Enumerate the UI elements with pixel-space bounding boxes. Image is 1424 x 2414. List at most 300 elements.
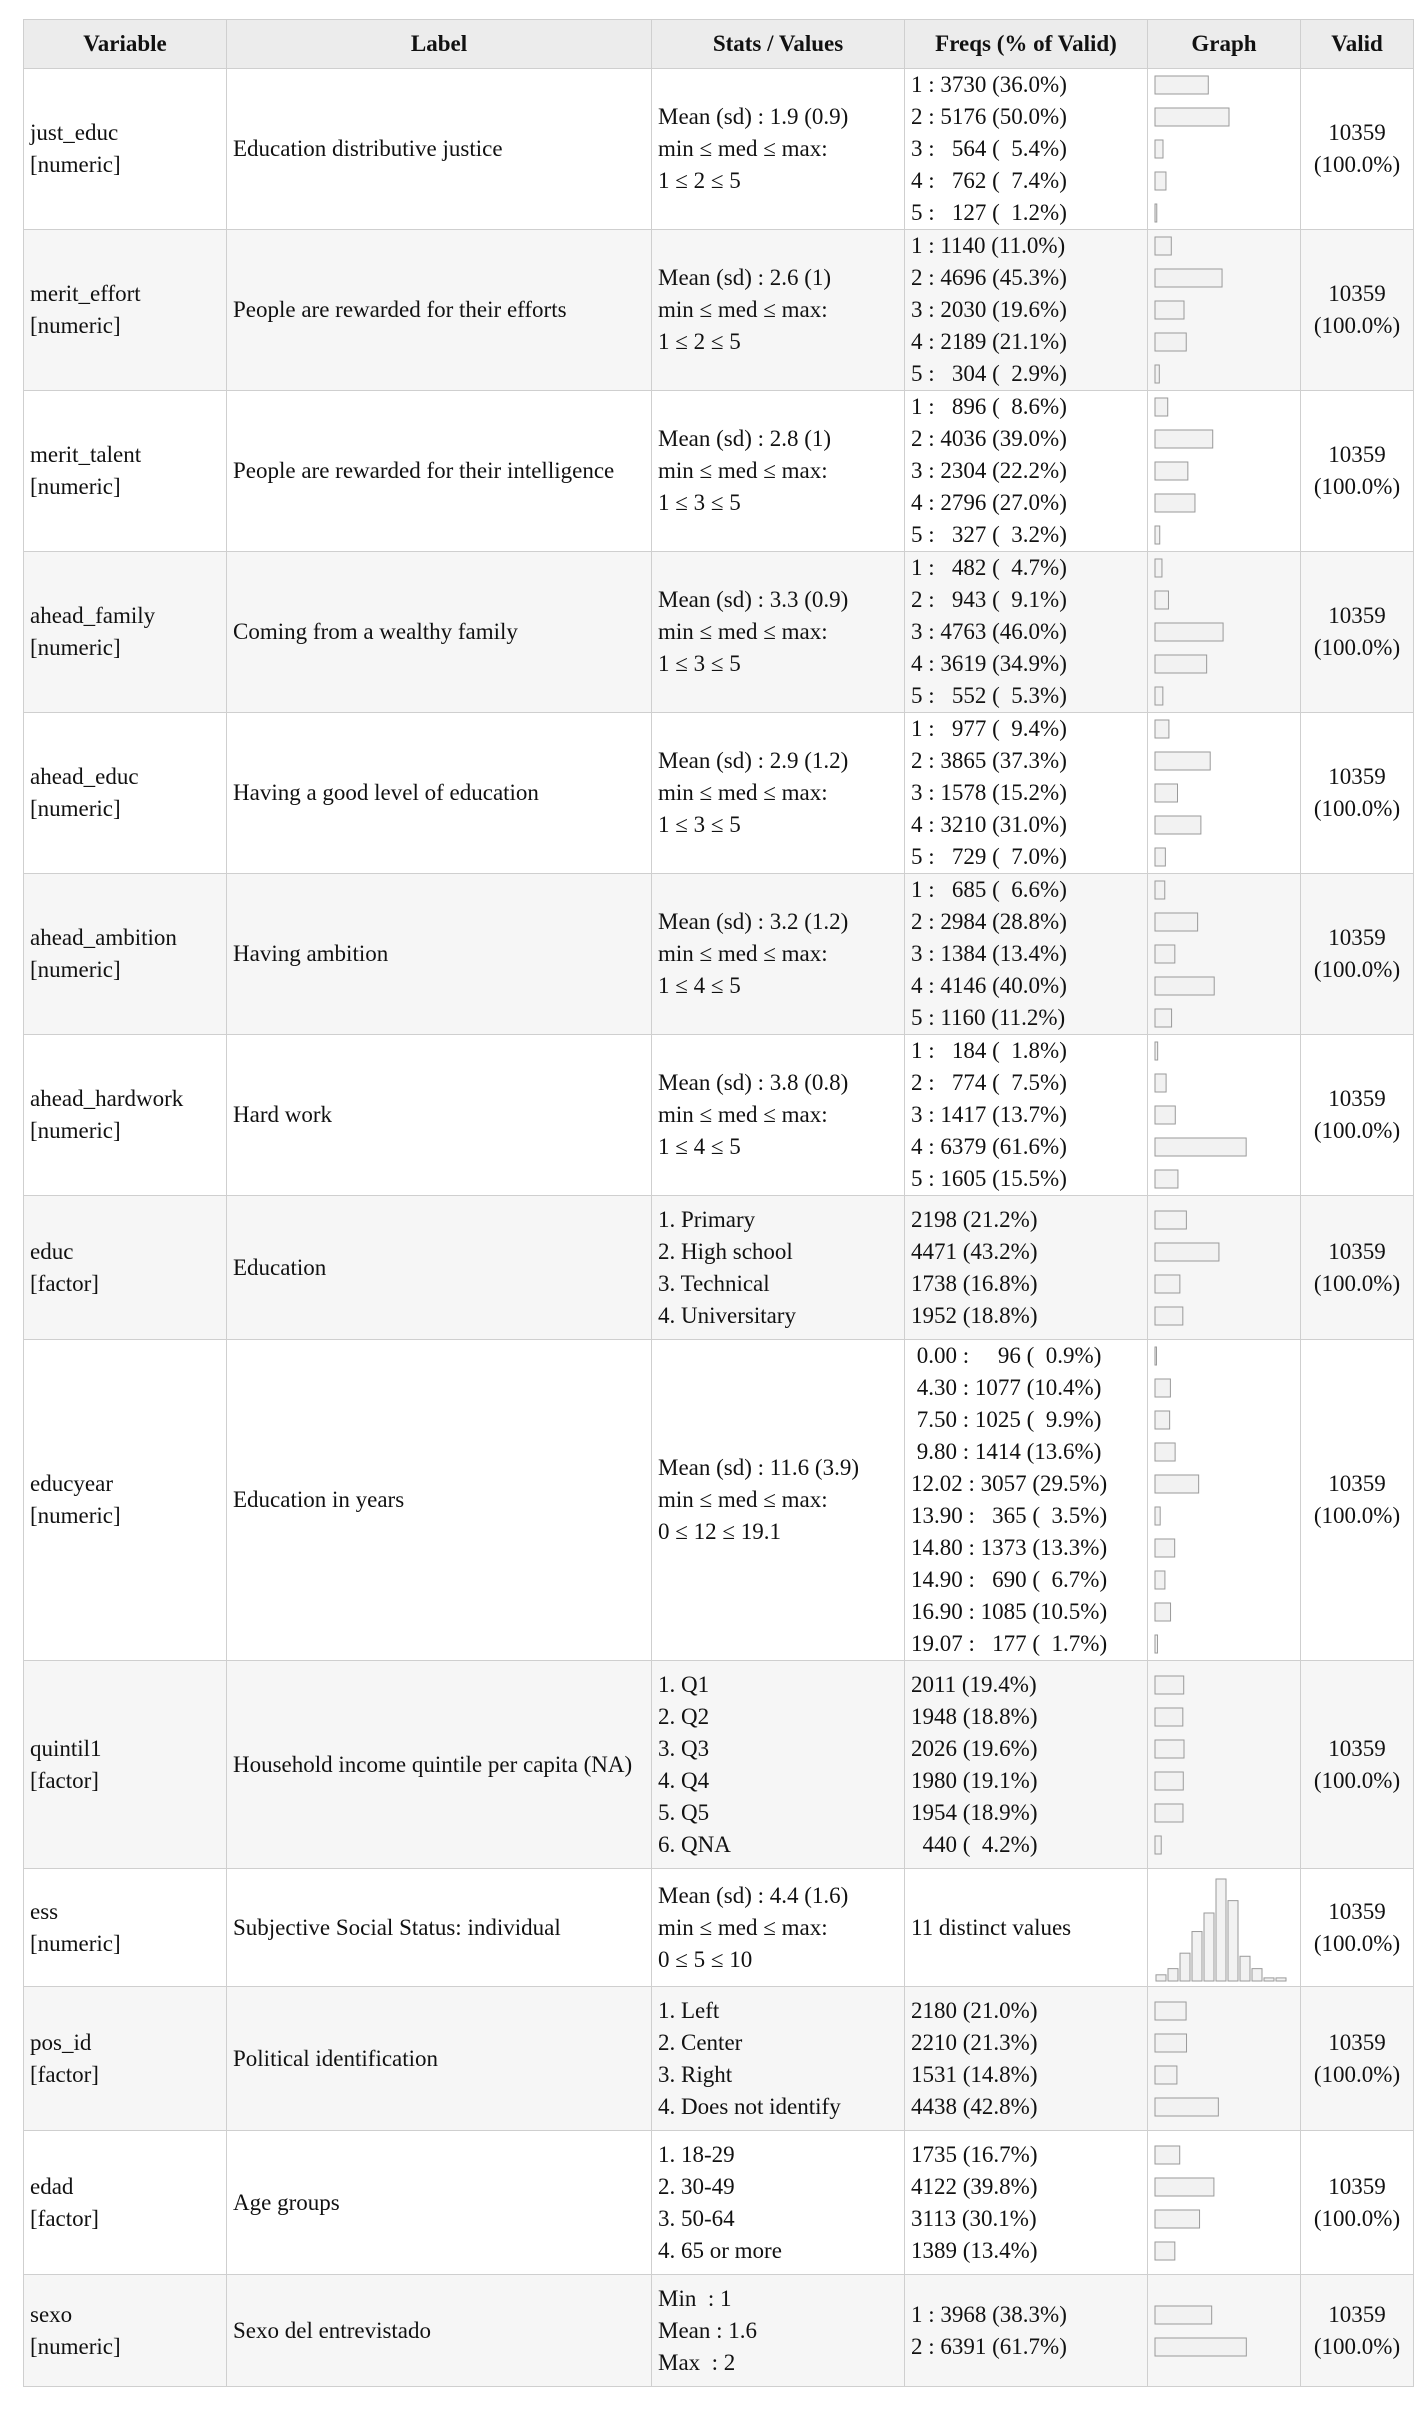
valid-percent: (100.0%): [1313, 313, 1401, 338]
freq-line: 3 : 1384 (13.4%): [911, 941, 1067, 966]
stats-line: 1 ≤ 3 ≤ 5: [658, 812, 741, 837]
variable-name: sexo: [30, 2301, 73, 2327]
table-row: [24, 1661, 1414, 1869]
frequency-graph: [1154, 1204, 1294, 1332]
freq-bar: [1155, 237, 1171, 255]
label-cell: Education: [227, 1196, 652, 1340]
stats-line: Mean (sd) : 2.9 (1.2): [658, 748, 849, 773]
freq-line: 1 : 482 ( 4.7%): [911, 555, 1067, 580]
variable-name: merit_effort: [30, 281, 141, 306]
variable-name: just_educ: [30, 120, 119, 145]
variable-type: [numeric]: [30, 1503, 121, 1528]
stats-line: 1. Q1: [658, 1671, 710, 1697]
freq-bar: [1155, 2306, 1212, 2324]
summary-table-container: [23, 19, 1413, 2387]
variable-cell: [24, 874, 227, 1035]
variable-type: [factor]: [30, 2205, 99, 2231]
valid-cell: [1301, 2275, 1414, 2387]
hist-bar: [1192, 1931, 1202, 1980]
valid-percent: (100.0%): [1313, 796, 1401, 821]
variable-cell: [24, 2131, 227, 2275]
hist-bar: [1216, 1879, 1226, 1981]
label-cell: Coming from a wealthy family: [227, 552, 652, 713]
freqs-cell: [905, 1987, 1148, 2131]
freq-bar: [1155, 1170, 1178, 1188]
freq-bar: [1155, 655, 1207, 673]
freq-line: 4.30 : 1077 (10.4%): [911, 1375, 1102, 1400]
variable-name: ahead_educ: [30, 764, 139, 789]
variable-cell: [24, 1661, 227, 1869]
freqs-cell: [905, 391, 1148, 552]
valid-percent: (100.0%): [1313, 635, 1401, 660]
stats-line: 3. 50-64: [658, 2205, 735, 2231]
table-row: [24, 1869, 1414, 1987]
stats-line: 1. 18-29: [658, 2141, 735, 2167]
hist-bar: [1204, 1913, 1214, 1981]
valid-cell: [1301, 1661, 1414, 1869]
stats-line: min ≤ med ≤ max:: [658, 1914, 828, 1940]
freq-line: 2 : 4036 (39.0%): [911, 426, 1067, 451]
freq-bar: [1155, 848, 1165, 866]
stats-cell: [652, 230, 905, 391]
valid-count: 10359: [1328, 2029, 1386, 2055]
variable-name: ahead_ambition: [30, 925, 177, 950]
label-cell: Subjective Social Status: individual: [227, 1869, 652, 1987]
stats-line: 1 ≤ 3 ≤ 5: [658, 651, 741, 676]
variable-type: [numeric]: [30, 1118, 121, 1143]
valid-cell: [1301, 552, 1414, 713]
hist-bar: [1228, 1900, 1238, 1980]
freq-bar: [1155, 1379, 1170, 1397]
freq-bar: [1155, 2002, 1186, 2020]
label-cell: Education distributive justice: [227, 69, 652, 230]
freq-bar: [1155, 1009, 1172, 1027]
valid-count: 10359: [1328, 1086, 1386, 1111]
valid-cell: [1301, 874, 1414, 1035]
freqs-cell: [905, 1340, 1148, 1661]
stats-line: Mean (sd) : 11.6 (3.9): [658, 1455, 859, 1480]
freq-line: 2 : 6391 (61.7%): [911, 2333, 1067, 2359]
freqs-cell: [905, 713, 1148, 874]
freqs-cell: [905, 1661, 1148, 1869]
freq-bar: [1155, 977, 1214, 995]
stats-line: Min : 1: [658, 2285, 732, 2311]
frequency-graph: [1154, 874, 1294, 1034]
header-freqs: Freqs (% of Valid): [905, 20, 1148, 69]
frequency-graph: [1154, 1340, 1294, 1660]
graph-cell: [1148, 1196, 1301, 1340]
freq-bar: [1155, 2338, 1246, 2356]
freq-bar: [1155, 559, 1162, 577]
freq-bar: [1155, 623, 1223, 641]
freqs-cell: [905, 230, 1148, 391]
variable-type: [numeric]: [30, 635, 121, 660]
frequency-graph: [1154, 391, 1294, 551]
valid-count: 10359: [1328, 281, 1386, 306]
stats-line: Mean (sd) : 3.8 (0.8): [658, 1070, 849, 1095]
valid-count: 10359: [1328, 1238, 1386, 1264]
valid-cell: [1301, 1340, 1414, 1661]
frequency-graph: [1154, 69, 1294, 229]
freq-line: 2180 (21.0%): [911, 1997, 1038, 2023]
stats-line: 5. Q5: [658, 1799, 710, 1825]
freq-bar: [1155, 1347, 1157, 1365]
variable-name: educyear: [30, 1471, 113, 1496]
valid-count: 10359: [1328, 925, 1386, 950]
stats-line: min ≤ med ≤ max:: [658, 780, 828, 805]
stats-cell: [652, 713, 905, 874]
stats-line: 3. Technical: [658, 1270, 770, 1296]
variable-name: ahead_family: [30, 603, 156, 628]
variable-cell: [24, 1035, 227, 1196]
freq-line: 1531 (14.8%): [911, 2061, 1038, 2087]
freq-line: 5 : 729 ( 7.0%): [911, 844, 1067, 869]
stats-line: Mean (sd) : 2.6 (1): [658, 265, 832, 290]
stats-cell: [652, 874, 905, 1035]
freq-bar: [1155, 1243, 1219, 1261]
table-row: [24, 1035, 1414, 1196]
hist-bar: [1240, 1956, 1250, 1981]
freq-bar: [1155, 1042, 1158, 1060]
freq-line: 14.80 : 1373 (13.3%): [911, 1535, 1108, 1560]
valid-count: 10359: [1328, 1471, 1386, 1496]
freq-line: 5 : 304 ( 2.9%): [911, 361, 1067, 386]
variable-cell: [24, 1987, 227, 2131]
variable-cell: [24, 230, 227, 391]
freq-line: 3 : 564 ( 5.4%): [911, 136, 1067, 161]
stats-line: 4. 65 or more: [658, 2237, 782, 2263]
freq-line: 14.90 : 690 ( 6.7%): [911, 1567, 1108, 1592]
variable-cell: [24, 1869, 227, 1987]
frequency-graph: [1154, 230, 1294, 390]
freq-line: 1948 (18.8%): [911, 1703, 1038, 1729]
variable-cell: [24, 69, 227, 230]
stats-cell: [652, 391, 905, 552]
stats-cell: [652, 552, 905, 713]
stats-line: 2. 30-49: [658, 2173, 735, 2199]
stats-line: min ≤ med ≤ max:: [658, 1487, 828, 1512]
freq-line: 3 : 1417 (13.7%): [911, 1102, 1067, 1127]
freq-bar: [1155, 720, 1169, 738]
freq-line: 4 : 2796 (27.0%): [911, 490, 1067, 515]
freq-bar: [1155, 687, 1163, 705]
frequency-graph: [1154, 2299, 1294, 2363]
table-row: [24, 2131, 1414, 2275]
freq-line: 5 : 552 ( 5.3%): [911, 683, 1067, 708]
freq-line: 3 : 2030 (19.6%): [911, 297, 1067, 322]
stats-cell: [652, 2275, 905, 2387]
stats-line: 3. Right: [658, 2061, 733, 2087]
stats-line: 2. Q2: [658, 1703, 710, 1729]
freq-bar: [1155, 333, 1186, 351]
freq-bar: [1155, 365, 1159, 383]
variable-cell: [24, 552, 227, 713]
header-graph: Graph: [1148, 20, 1301, 69]
freqs-cell: [905, 69, 1148, 230]
stats-line: 2. Center: [658, 2029, 743, 2055]
freq-line: 2 : 5176 (50.0%): [911, 104, 1067, 129]
variable-name: quintil1: [30, 1735, 102, 1761]
freq-line: 5 : 1160 (11.2%): [911, 1005, 1066, 1030]
stats-line: 4. Universitary: [658, 1302, 796, 1328]
freq-bar: [1155, 1307, 1183, 1325]
freq-line: 3113 (30.1%): [911, 2205, 1037, 2231]
freq-bar: [1155, 1635, 1158, 1653]
variable-name: edad: [30, 2173, 74, 2199]
stats-line: 6. QNA: [658, 1831, 731, 1857]
freq-line: 4 : 6379 (61.6%): [911, 1134, 1067, 1159]
hist-bar: [1276, 1977, 1286, 1980]
stats-line: min ≤ med ≤ max:: [658, 941, 828, 966]
stats-line: min ≤ med ≤ max:: [658, 136, 828, 161]
freq-bar: [1155, 816, 1201, 834]
table-row: [24, 552, 1414, 713]
frequency-graph: [1154, 1669, 1294, 1861]
freq-bar: [1155, 108, 1229, 126]
freq-bar: [1155, 2034, 1187, 2052]
freq-bar: [1155, 1708, 1183, 1726]
freqs-cell: [905, 1035, 1148, 1196]
valid-count: 10359: [1328, 1735, 1386, 1761]
variable-name: ess: [30, 1898, 59, 1924]
valid-cell: [1301, 391, 1414, 552]
stats-line: 2. High school: [658, 1238, 793, 1264]
hist-bar: [1264, 1977, 1274, 1980]
freq-line: 5 : 127 ( 1.2%): [911, 200, 1067, 225]
freqs-cell: [905, 1869, 1148, 1987]
stats-line: 1 ≤ 2 ≤ 5: [658, 168, 741, 193]
freq-bar: [1155, 1507, 1160, 1525]
freq-bar: [1155, 591, 1168, 609]
freq-line: 19.07 : 177 ( 1.7%): [911, 1631, 1108, 1656]
freq-line: 1738 (16.8%): [911, 1270, 1038, 1296]
freq-bar: [1155, 1411, 1170, 1429]
freq-bar: [1155, 881, 1165, 899]
frequency-graph: [1154, 1995, 1294, 2123]
freq-line: 1 : 977 ( 9.4%): [911, 716, 1067, 741]
variable-cell: [24, 1196, 227, 1340]
freq-bar: [1155, 1475, 1199, 1493]
freq-bar: [1155, 1804, 1183, 1822]
valid-cell: [1301, 1869, 1414, 1987]
table-row: [24, 874, 1414, 1035]
freq-bar: [1155, 1211, 1186, 1229]
freq-line: 4 : 762 ( 7.4%): [911, 168, 1067, 193]
freq-line: 4 : 4146 (40.0%): [911, 973, 1067, 998]
freq-bar: [1155, 140, 1163, 158]
freq-line: 1980 (19.1%): [911, 1767, 1038, 1793]
stats-line: 1. Left: [658, 1997, 720, 2023]
freq-bar: [1155, 1603, 1171, 1621]
freq-bar: [1155, 1676, 1184, 1694]
freq-bar: [1155, 172, 1166, 190]
stats-line: min ≤ med ≤ max:: [658, 297, 828, 322]
stats-line: Mean (sd) : 4.4 (1.6): [658, 1882, 849, 1908]
valid-percent: (100.0%): [1313, 1767, 1401, 1793]
valid-cell: [1301, 69, 1414, 230]
label-cell: Age groups: [227, 2131, 652, 2275]
freq-bar: [1155, 1443, 1175, 1461]
freq-bar: [1155, 462, 1188, 480]
stats-cell: [652, 1987, 905, 2131]
freq-line: 13.90 : 365 ( 3.5%): [911, 1503, 1108, 1528]
freq-bar: [1155, 1836, 1161, 1854]
freq-line: 3 : 4763 (46.0%): [911, 619, 1067, 644]
valid-cell: [1301, 1196, 1414, 1340]
graph-cell: [1148, 552, 1301, 713]
stats-line: Mean (sd) : 2.8 (1): [658, 426, 832, 451]
freq-bar: [1155, 1772, 1183, 1790]
graph-cell: [1148, 1035, 1301, 1196]
variable-type: [numeric]: [30, 796, 121, 821]
variable-type: [numeric]: [30, 152, 121, 177]
variable-type: [numeric]: [30, 1930, 121, 1956]
freq-line: 2 : 2984 (28.8%): [911, 909, 1067, 934]
label-cell: Sexo del entrevistado: [227, 2275, 652, 2387]
valid-cell: [1301, 1035, 1414, 1196]
graph-cell: [1148, 69, 1301, 230]
freq-bar: [1155, 2178, 1214, 2196]
freq-line: 7.50 : 1025 ( 9.9%): [911, 1407, 1102, 1432]
valid-cell: [1301, 230, 1414, 391]
stats-line: 1 ≤ 4 ≤ 5: [658, 973, 741, 998]
variable-type: [numeric]: [30, 2333, 121, 2359]
stats-line: min ≤ med ≤ max:: [658, 619, 828, 644]
valid-percent: (100.0%): [1313, 1930, 1401, 1956]
freq-bar: [1155, 526, 1160, 544]
valid-count: 10359: [1328, 764, 1386, 789]
valid-cell: [1301, 2131, 1414, 2275]
freq-line: 1 : 184 ( 1.8%): [911, 1038, 1067, 1063]
variable-type: [numeric]: [30, 474, 121, 499]
variable-cell: [24, 2275, 227, 2387]
freq-line: 4471 (43.2%): [911, 1238, 1038, 1264]
variable-type: [factor]: [30, 1767, 99, 1793]
stats-cell: [652, 1661, 905, 1869]
hist-bar: [1252, 1968, 1262, 1980]
hist-bar: [1168, 1968, 1178, 1980]
frequency-graph: [1154, 552, 1294, 712]
variable-cell: [24, 713, 227, 874]
stats-line: Mean : 1.6: [658, 2317, 758, 2343]
freq-bar: [1155, 2146, 1180, 2164]
freq-line: 4122 (39.8%): [911, 2173, 1038, 2199]
freq-line: 3 : 1578 (15.2%): [911, 780, 1067, 805]
header-row: [24, 20, 1414, 69]
freq-bar: [1155, 1539, 1175, 1557]
freq-bar: [1155, 1740, 1184, 1758]
freq-bar: [1155, 1571, 1165, 1589]
table-row: [24, 1196, 1414, 1340]
stats-line: 1 ≤ 4 ≤ 5: [658, 1134, 741, 1159]
graph-cell: [1148, 1987, 1301, 2131]
hist-bar: [1180, 1953, 1190, 1981]
table-row: [24, 391, 1414, 552]
valid-cell: [1301, 713, 1414, 874]
header-variable: Variable: [24, 20, 227, 69]
stats-line: 1 ≤ 3 ≤ 5: [658, 490, 741, 515]
hist-bar: [1156, 1974, 1166, 1980]
freq-line: 5 : 327 ( 3.2%): [911, 522, 1067, 547]
stats-line: Mean (sd) : 3.3 (0.9): [658, 587, 849, 612]
label-cell: Hard work: [227, 1035, 652, 1196]
table-row: [24, 1340, 1414, 1661]
freq-bar: [1155, 1106, 1175, 1124]
freq-bar: [1155, 76, 1208, 94]
variable-cell: [24, 1340, 227, 1661]
graph-cell: [1148, 391, 1301, 552]
freq-line: 2 : 3865 (37.3%): [911, 748, 1067, 773]
graph-cell: [1148, 1869, 1301, 1987]
freq-line: 1389 (13.4%): [911, 2237, 1038, 2263]
freq-line: 3 : 2304 (22.2%): [911, 458, 1067, 483]
stats-line: Max : 2: [658, 2349, 736, 2375]
label-cell: Having ambition: [227, 874, 652, 1035]
label-cell: Household income quintile per capita (NA): [227, 1661, 652, 1869]
frequency-graph: [1154, 713, 1294, 873]
valid-count: 10359: [1328, 603, 1386, 628]
variable-type: [numeric]: [30, 313, 121, 338]
valid-percent: (100.0%): [1313, 2061, 1401, 2087]
stats-cell: [652, 1869, 905, 1987]
freq-bar: [1155, 2210, 1200, 2228]
stats-cell: [652, 1340, 905, 1661]
header-label: Label: [227, 20, 652, 69]
freq-bar: [1155, 269, 1222, 287]
freq-line: 4 : 3210 (31.0%): [911, 812, 1067, 837]
stats-line: 4. Does not identify: [658, 2093, 841, 2119]
variable-type: [factor]: [30, 2061, 99, 2087]
freq-line: 2 : 943 ( 9.1%): [911, 587, 1067, 612]
table-row: [24, 69, 1414, 230]
freq-bar: [1155, 752, 1210, 770]
graph-cell: [1148, 874, 1301, 1035]
freq-line: 4 : 2189 (21.1%): [911, 329, 1067, 354]
stats-line: min ≤ med ≤ max:: [658, 1102, 828, 1127]
freq-line: 4438 (42.8%): [911, 2093, 1038, 2119]
freq-bar: [1155, 2242, 1175, 2260]
freq-line: 16.90 : 1085 (10.5%): [911, 1599, 1108, 1624]
stats-cell: [652, 2131, 905, 2275]
freq-line: 11 distinct values: [911, 1914, 1072, 1940]
freqs-cell: [905, 552, 1148, 713]
valid-count: 10359: [1328, 2301, 1386, 2327]
freq-line: 2011 (19.4%): [911, 1671, 1037, 1697]
table-row: [24, 1987, 1414, 2131]
label-cell: Political identification: [227, 1987, 652, 2131]
label-cell: People are rewarded for their intelligence: [227, 391, 652, 552]
freq-line: 2198 (21.2%): [911, 1206, 1038, 1232]
stats-line: min ≤ med ≤ max:: [658, 458, 828, 483]
header-valid: Valid: [1301, 20, 1414, 69]
freq-line: 440 ( 4.2%): [911, 1831, 1038, 1857]
table-row: [24, 713, 1414, 874]
freq-line: 4 : 3619 (34.9%): [911, 651, 1067, 676]
freq-line: 5 : 1605 (15.5%): [911, 1166, 1067, 1191]
stats-line: 1 ≤ 2 ≤ 5: [658, 329, 741, 354]
variable-name: merit_talent: [30, 442, 142, 467]
freq-line: 2210 (21.3%): [911, 2029, 1038, 2055]
stats-line: Mean (sd) : 1.9 (0.9): [658, 104, 849, 129]
freq-line: 2 : 774 ( 7.5%): [911, 1070, 1067, 1095]
valid-percent: (100.0%): [1313, 474, 1401, 499]
freq-bar: [1155, 494, 1195, 512]
variable-type: [numeric]: [30, 957, 121, 982]
freqs-cell: [905, 1196, 1148, 1340]
freq-line: 1 : 896 ( 8.6%): [911, 394, 1067, 419]
valid-percent: (100.0%): [1313, 1118, 1401, 1143]
label-cell: Having a good level of education: [227, 713, 652, 874]
